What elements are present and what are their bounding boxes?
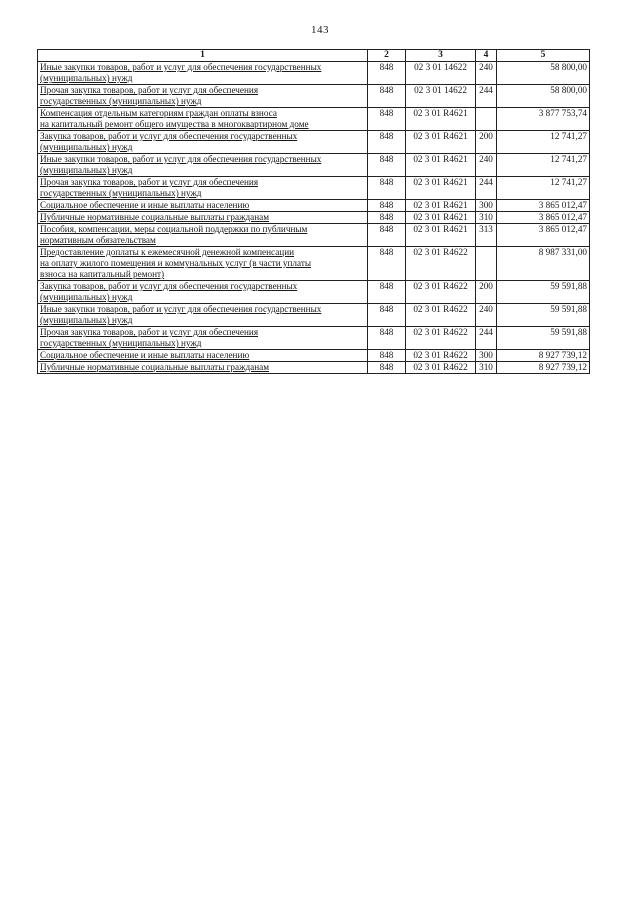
table-row — [38, 247, 590, 281]
row-name-line: Закупка товаров, работ и услуг для обеспечения государственных — [40, 281, 298, 291]
row-name-cell — [38, 154, 368, 177]
row-expense-type-cell — [476, 247, 497, 281]
row-amount-cell: 8 927 739,12 — [497, 362, 590, 374]
row-name-line: Социальное обеспечение и иные выплаты населению — [40, 350, 250, 360]
row-name-cell — [38, 327, 368, 350]
row-name-line: Публичные нормативные социальные выплаты гражданам — [40, 362, 270, 372]
row-name-cell — [38, 200, 368, 212]
table-row — [38, 85, 590, 108]
row-code-cell: 848 — [368, 177, 406, 200]
row-name-line: государственных (муниципальных) нужд — [40, 188, 202, 198]
row-expense-type-cell: 244 — [476, 177, 497, 200]
row-expense-type-cell: 310 — [476, 212, 497, 224]
row-amount-cell: 59 591,88 — [497, 281, 590, 304]
row-code-cell: 848 — [368, 108, 406, 131]
row-name-cell — [38, 224, 368, 247]
row-name-cell — [38, 304, 368, 327]
row-name-line: (муниципальных) нужд — [40, 73, 133, 83]
row-name-cell — [38, 350, 368, 362]
header-col-1: 1 — [38, 50, 368, 62]
row-name-cell — [38, 62, 368, 85]
row-code-cell: 848 — [368, 281, 406, 304]
row-target-article-cell: 02 3 01 R4621 — [406, 224, 476, 247]
row-amount-cell: 8 927 739,12 — [497, 350, 590, 362]
row-amount-cell: 12 741,27 — [497, 131, 590, 154]
row-target-article-cell: 02 3 01 R4622 — [406, 327, 476, 350]
row-code-cell: 848 — [368, 304, 406, 327]
row-expense-type-cell: 240 — [476, 62, 497, 85]
row-name-line: (муниципальных) нужд — [40, 165, 133, 175]
row-amount-cell: 59 591,88 — [497, 304, 590, 327]
table-row — [38, 62, 590, 85]
page-number: 143 — [311, 24, 329, 36]
row-code-cell: 848 — [368, 247, 406, 281]
row-name-line: Закупка товаров, работ и услуг для обеспечения государственных — [40, 131, 298, 141]
table-row — [38, 327, 590, 350]
row-name-line: Публичные нормативные социальные выплаты гражданам — [40, 212, 270, 222]
table-row — [38, 281, 590, 304]
row-name-line: (муниципальных) нужд — [40, 292, 133, 302]
row-name-line: Компенсация отдельным категориям граждан оплаты взноса — [40, 108, 277, 118]
row-name-line: Прочая закупка товаров, работ и услуг для обеспечения — [40, 327, 259, 337]
row-target-article-cell: 02 3 01 R4621 — [406, 200, 476, 212]
row-code-cell: 848 — [368, 224, 406, 247]
row-target-article-cell: 02 3 01 R4622 — [406, 362, 476, 374]
row-expense-type-cell: 300 — [476, 350, 497, 362]
row-target-article-cell: 02 3 01 R4622 — [406, 350, 476, 362]
row-name-cell — [38, 281, 368, 304]
row-name-line: Социальное обеспечение и иные выплаты населению — [40, 200, 250, 210]
row-expense-type-cell: 310 — [476, 362, 497, 374]
row-name-cell — [38, 362, 368, 374]
row-amount-cell: 12 741,27 — [497, 177, 590, 200]
row-code-cell: 848 — [368, 62, 406, 85]
row-name-cell — [38, 247, 368, 281]
row-name-cell — [38, 85, 368, 108]
row-name-line: взноса на капитальный ремонт) — [40, 269, 165, 279]
row-amount-cell: 58 800,00 — [497, 85, 590, 108]
row-name-line: Иные закупки товаров, работ и услуг для обеспечения государственных — [40, 304, 322, 314]
row-amount-cell: 12 741,27 — [497, 154, 590, 177]
row-expense-type-cell: 300 — [476, 200, 497, 212]
row-target-article-cell: 02 3 01 R4621 — [406, 177, 476, 200]
row-target-article-cell: 02 3 01 R4621 — [406, 108, 476, 131]
table-row — [38, 212, 590, 224]
row-name-line: государственных (муниципальных) нужд — [40, 96, 202, 106]
table-header — [38, 50, 590, 62]
header-col-2: 2 — [368, 50, 406, 62]
budget-table — [37, 49, 590, 374]
table-row — [38, 131, 590, 154]
table-row — [38, 362, 590, 374]
row-expense-type-cell — [476, 108, 497, 131]
row-code-cell: 848 — [368, 212, 406, 224]
header-col-4: 4 — [476, 50, 497, 62]
header-row — [38, 50, 590, 62]
row-amount-cell: 59 591,88 — [497, 327, 590, 350]
row-amount-cell: 58 800,00 — [497, 62, 590, 85]
row-amount-cell: 8 987 331,00 — [497, 247, 590, 281]
row-expense-type-cell: 313 — [476, 224, 497, 247]
table-row — [38, 224, 590, 247]
row-target-article-cell: 02 3 01 R4621 — [406, 131, 476, 154]
header-col-5: 5 — [497, 50, 590, 62]
row-amount-cell: 3 877 753,74 — [497, 108, 590, 131]
row-name-cell — [38, 108, 368, 131]
row-code-cell: 848 — [368, 327, 406, 350]
row-name-line: государственных (муниципальных) нужд — [40, 338, 202, 348]
row-target-article-cell: 02 3 01 14622 — [406, 62, 476, 85]
header-col-3: 3 — [406, 50, 476, 62]
table-row — [38, 108, 590, 131]
row-name-line: (муниципальных) нужд — [40, 142, 133, 152]
row-target-article-cell: 02 3 01 R4621 — [406, 212, 476, 224]
table-body — [38, 62, 590, 374]
row-name-cell — [38, 212, 368, 224]
row-expense-type-cell: 244 — [476, 85, 497, 108]
row-expense-type-cell: 200 — [476, 281, 497, 304]
row-expense-type-cell: 200 — [476, 131, 497, 154]
row-name-line: Предоставление доплаты к ежемесячной денежной компенсации — [40, 247, 295, 257]
table-row — [38, 304, 590, 327]
row-amount-cell: 3 865 012,47 — [497, 224, 590, 247]
table-row — [38, 350, 590, 362]
row-code-cell: 848 — [368, 362, 406, 374]
row-amount-cell: 3 865 012,47 — [497, 212, 590, 224]
row-code-cell: 848 — [368, 85, 406, 108]
row-expense-type-cell: 240 — [476, 154, 497, 177]
row-name-line: Иные закупки товаров, работ и услуг для обеспечения государственных — [40, 62, 322, 72]
table-row — [38, 154, 590, 177]
row-name-cell — [38, 131, 368, 154]
row-target-article-cell: 02 3 01 14622 — [406, 85, 476, 108]
row-target-article-cell: 02 3 01 R4622 — [406, 281, 476, 304]
row-target-article-cell: 02 3 01 R4622 — [406, 304, 476, 327]
row-target-article-cell: 02 3 01 R4622 — [406, 247, 476, 281]
row-name-line: (муниципальных) нужд — [40, 315, 133, 325]
row-code-cell: 848 — [368, 200, 406, 212]
row-name-line: Прочая закупка товаров, работ и услуг для обеспечения — [40, 85, 259, 95]
row-target-article-cell: 02 3 01 R4621 — [406, 154, 476, 177]
row-code-cell: 848 — [368, 350, 406, 362]
row-name-line: Иные закупки товаров, работ и услуг для обеспечения государственных — [40, 154, 322, 164]
row-name-line: Прочая закупка товаров, работ и услуг для обеспечения — [40, 177, 259, 187]
table-row — [38, 177, 590, 200]
table-row — [38, 200, 590, 212]
row-name-cell — [38, 177, 368, 200]
row-code-cell: 848 — [368, 131, 406, 154]
row-expense-type-cell: 240 — [476, 304, 497, 327]
row-name-line: на капитальный ремонт общего имущества в многоквартирном доме — [40, 119, 309, 129]
row-expense-type-cell: 244 — [476, 327, 497, 350]
row-amount-cell: 3 865 012,47 — [497, 200, 590, 212]
row-name-line: Пособия, компенсации, меры социальной поддержки по публичным — [40, 224, 308, 234]
row-name-line: нормативным обязательствам — [40, 235, 156, 245]
row-name-line: на оплату жилого помещения и коммунальных услуг (в части уплаты — [40, 258, 312, 268]
row-code-cell: 848 — [368, 154, 406, 177]
